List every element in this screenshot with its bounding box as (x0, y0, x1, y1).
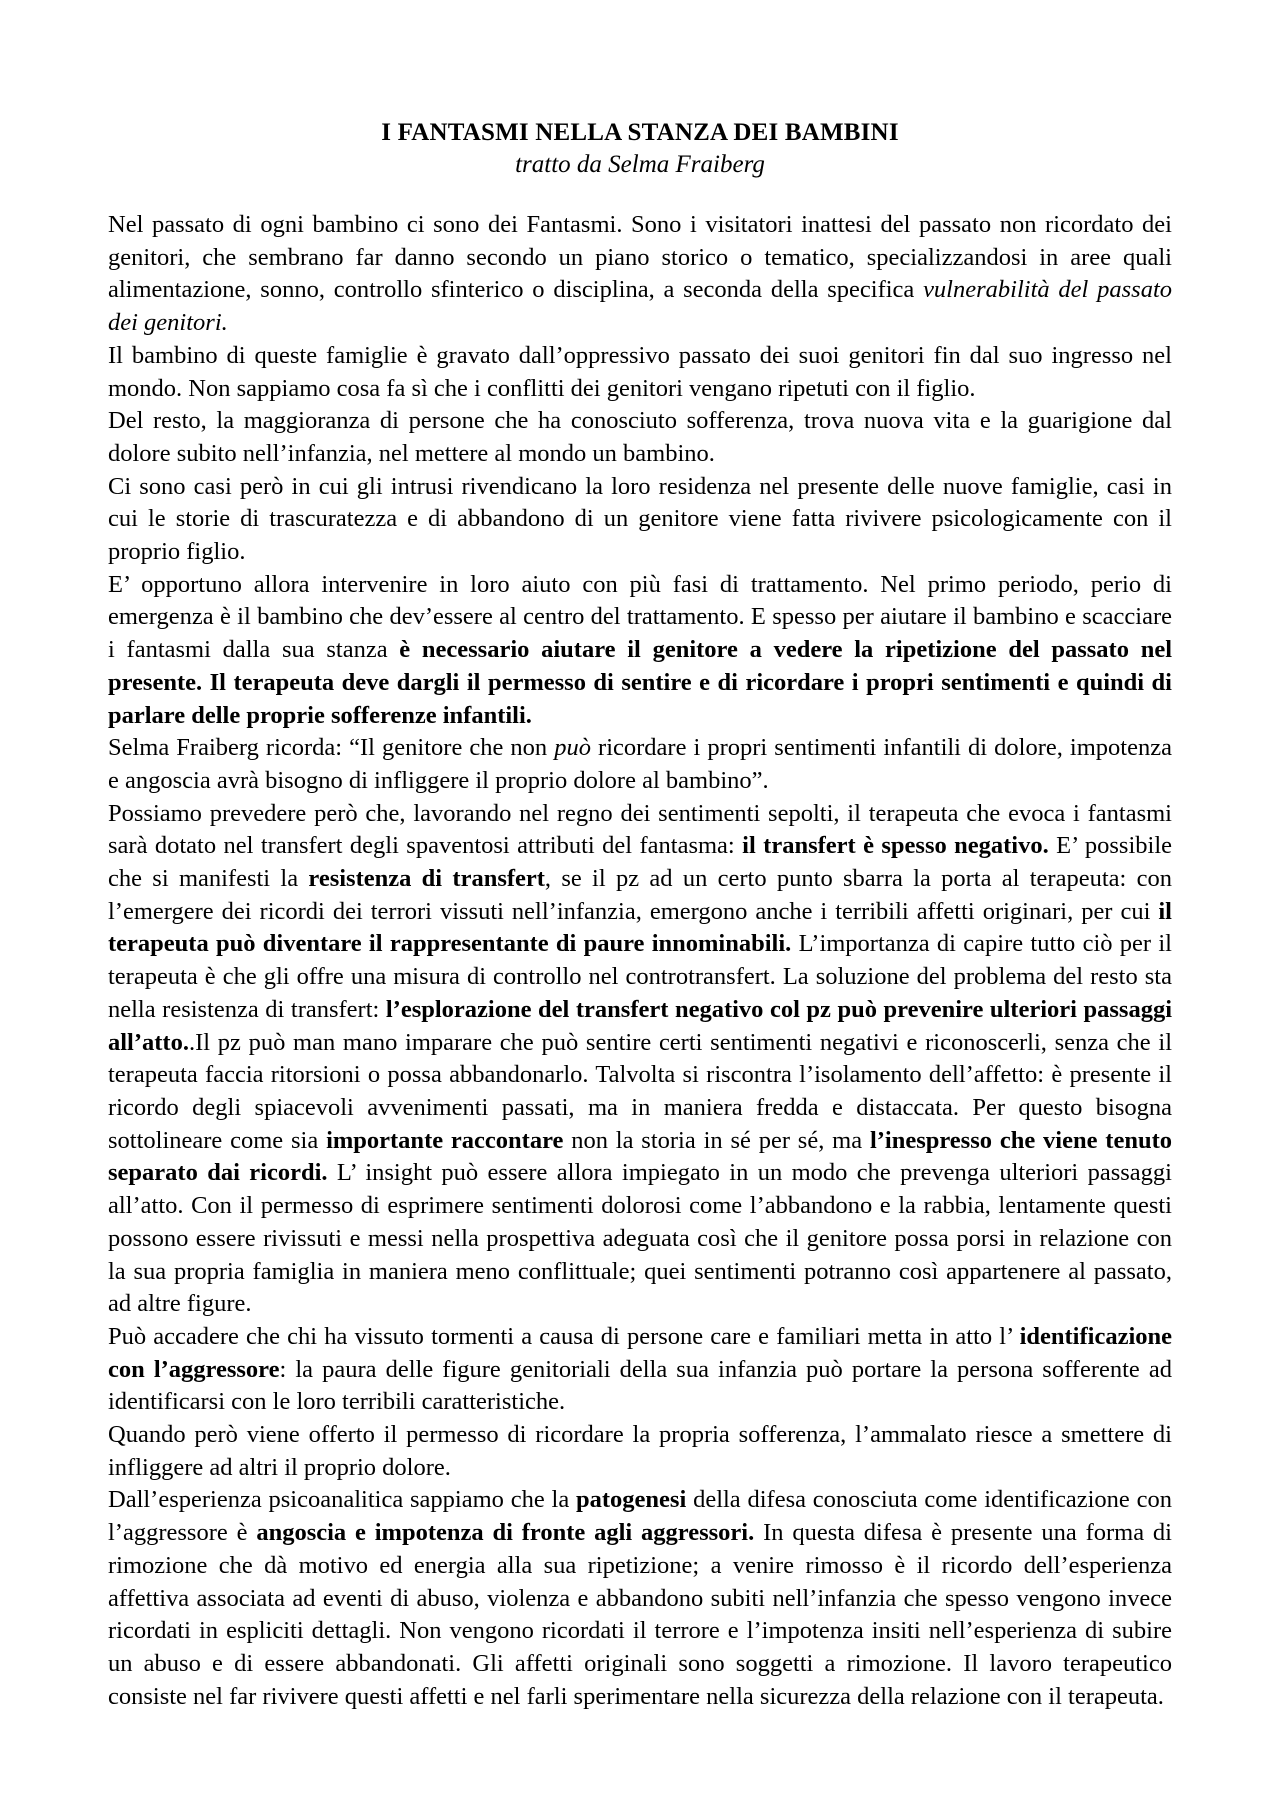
bold-run: l’inespresso che viene tenuto separato dai ricordi. (108, 1126, 1172, 1187)
paragraph (108, 405, 1172, 470)
text-run: .Il pz può man mano imparare che può sentire certi sentimenti negativi e riconoscerli, senza che il terapeuta faccia ritorsioni o possa abbandonarlo. Talvolta si riscontra l’isolamento dell’affetto: è presente il ricordo degli spiacevoli avvenimenti passati, ma in maniera fredda e distaccata. Per questo bisogna sottolineare come sia (108, 1028, 1172, 1154)
bold-run: identificazione con l’aggressore (108, 1322, 1172, 1383)
document-body (108, 209, 1172, 1713)
text-run: Il bambino di queste famiglie è gravato dall’oppressivo passato dei suoi genitori fin dal suo ingresso nel mondo. Non sappiamo cosa fa sì che i conflitti dei genitori vengano ripetuti con il figlio. (108, 341, 1172, 402)
bold-run: angoscia e impotenza di fronte agli aggressori. (256, 1519, 755, 1547)
text-run: Selma Fraiberg ricorda: “Il genitore che non (108, 734, 555, 762)
paragraph (108, 569, 1172, 733)
text-run: L’importanza di capire tutto ciò per il terapeuta è che gli offre una misura di controllo nel controtransfert. La soluzione del problema del resto sta nella resistenza di transfert: (108, 930, 1172, 1023)
bold-run: il transfert è spesso negativo. (742, 832, 1049, 860)
text-run: E’ opportuno allora intervenire in loro aiuto con più fasi di trattamento. Nel primo periodo, perio di emergenza è il bambino che dev’essere al centro del trattamento. E spesso per aiutare il bambino e scacciare i fantasmi dalla sua stanza (108, 570, 1172, 664)
text-run: : la paura delle figure genitoriali della sua infanzia può portare la persona sofferente ad identificarsi con le loro terribili caratteristiche. (108, 1355, 1173, 1416)
bold-run: il terapeuta può diventare il rappresentante di paure innominabili. (108, 897, 1172, 958)
text-run: L’ insight può essere allora impiegato in un modo che prevenga ulteriori passaggi all’atto. Con il permesso di esprimere sentimenti dolorosi come l’abbandono e la rabbia, lentamente questi possono essere rivissuti e messi nella prospettiva adeguata così che il genitore possa porsi in relazione con la sua propria famiglia in maniera meno conflittuale; quei sentimenti potranno così appartenere al passato, ad altre figure. (108, 1159, 1172, 1318)
italic-run: può (554, 734, 591, 762)
text-run: della difesa conosciuta come identificazione con l’aggressore è (108, 1486, 1172, 1547)
paragraph (108, 1484, 1172, 1713)
text-run: Dall’esperienza psicoanalitica sappiamo che la (108, 1486, 577, 1514)
paragraph (108, 1321, 1172, 1419)
bold-run: l’esplorazione del transfert negativo col pz può prevenire ulteriori passaggi all’atto. (108, 995, 1172, 1056)
paragraph (108, 209, 1172, 340)
page-title: I FANTASMI NELLA STANZA DEI BAMBINI (381, 119, 899, 146)
text-run: Possiamo prevedere però che, lavorando nel regno dei sentimenti sepolti, il terapeuta che evoca i fantasmi sarà dotato nel transfert degli spaventosi attributi del fantasma: (108, 799, 1172, 860)
text-run: non la storia in sé per sé, ma (563, 1126, 870, 1154)
text-run: Ci sono casi però in cui gli intrusi rivendicano la loro residenza nel presente delle nuove famiglie, casi in cui le storie di trascuratezza e di abbandono di un genitore viene fatta rivivere psicologicamente con il proprio figlio. (108, 472, 1172, 566)
paragraph (108, 340, 1172, 405)
text-run: Nel passato di ogni bambino ci sono dei Fantasmi. Sono i visitatori inattesi del passato non ricordato dei genitori, che sembrano far danno secondo un piano storico o tematico, specializzandosi in aree quali alimentazione, sonno, controllo sfinterico o disciplina, a seconda della specifica (108, 211, 1172, 304)
bold-run: importante raccontare (326, 1126, 564, 1154)
page-subtitle: tratto da Selma Fraiberg (515, 150, 765, 178)
paragraph (108, 471, 1172, 569)
paragraph (108, 1419, 1172, 1484)
bold-run: resistenza di transfert (308, 865, 545, 893)
bold-run: patogenesi (576, 1486, 687, 1514)
paragraph (108, 732, 1172, 797)
italic-run: vulnerabilità del passato dei genitori. (108, 276, 1172, 337)
text-run: E’ possibile che si manifesti la (108, 832, 1173, 893)
paragraph (108, 798, 1172, 1321)
text-run: Quando però viene offerto il permesso di ricordare la propria sofferenza, l’ammalato riesce a smettere di infliggere ad altri il proprio dolore. (108, 1421, 1172, 1481)
text-run: ricordare i propri sentimenti infantili di dolore, impotenza e angoscia avrà bisogno di infliggere il proprio dolore al bambino”. (108, 734, 1172, 794)
text-run: Può accadere che chi ha vissuto tormenti a causa di persone care e familiari metta in atto l’ (108, 1322, 1020, 1350)
text-run: In questa difesa è presente una forma di rimozione che dà motivo ed energia alla sua ripetizione; a venire rimosso è il ricordo dell’esperienza affettiva associata ad eventi di abuso, violenza e abbandono subiti nell’infanzia che spesso vengono invece ricordati in espliciti dettagli. Non vengono ricordati il terrore e l’impotenza insiti nell’esperienza di subire un abuso e di essere abbandonati. Gli affetti originali sono soggetti a rimozione. Il lavoro terapeutico consiste nel far rivivere questi affetti e nel farli sperimentare nella sicurezza della relazione con il terapeuta. (108, 1519, 1172, 1710)
bold-run: è necessario aiutare il genitore a vedere la ripetizione del passato nel presente. Il terapeuta deve dargli il permesso di sentire e di ricordare i propri sentimenti e quindi di parlare delle proprie sofferenze infantili. (108, 636, 1172, 729)
text-run: , se il pz ad un certo punto sbarra la porta al terapeuta: con l’emergere dei ricordi dei terrori vissuti nell’infanzia, emergono anche i terribili affetti originari, per cui (108, 865, 1173, 925)
text-run: Del resto, la maggioranza di persone che ha conosciuto sofferenza, trova nuova vita e la guarigione dal dolore subito nell’infanzia, nel mettere al mondo un bambino. (108, 407, 1172, 467)
